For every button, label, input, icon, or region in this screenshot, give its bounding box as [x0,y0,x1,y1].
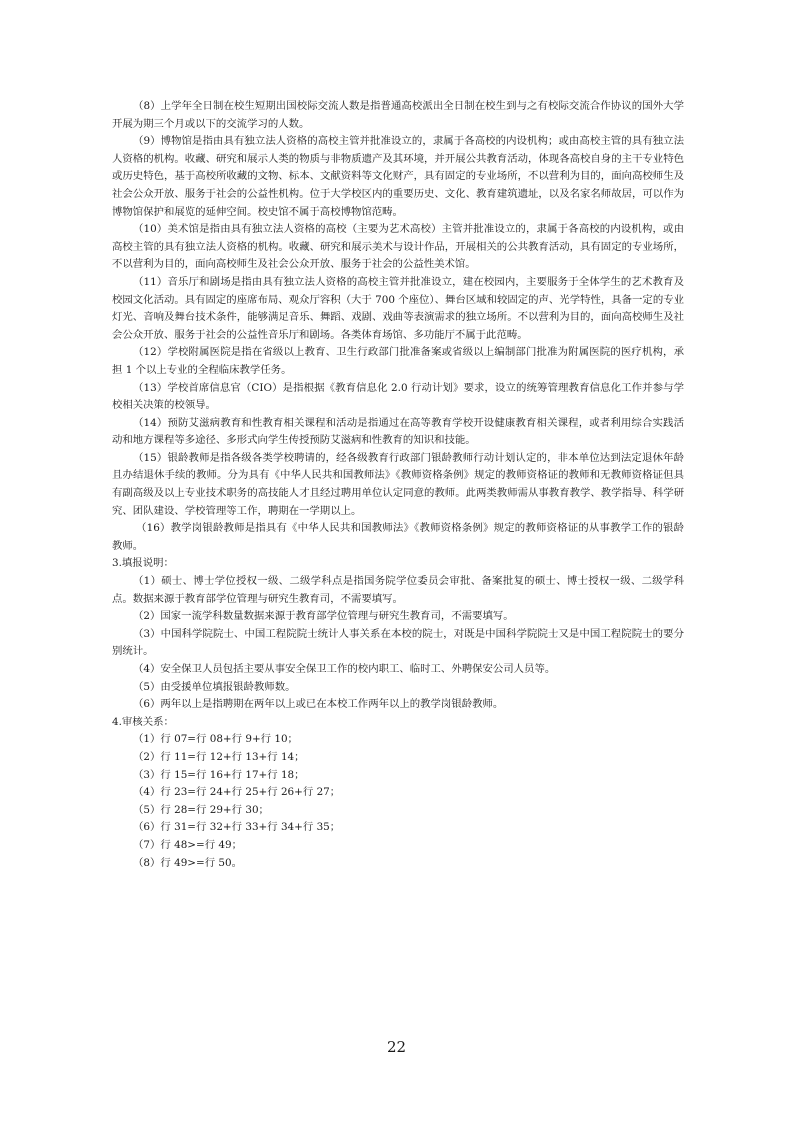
audit-rule-8: （8）行 49>=行 50。 [133,856,243,869]
definition-8: （8）上学年全日制在校生短期出国校际交流人数是指普通高校派出全日制在校生到与之有校际交流合作协议的国外大学开展为期三个月或以下的交流学习的人数。 [112,100,684,130]
audit-rule-2: （2）行 11=行 12+行 13+行 14； [133,750,305,763]
filling-note-1: （1）硕士、博士学位授权一级、二级学科点是指国务院学位委员会审批、备案批复的硕士、博士授权一级、二级学科点。数据来源于教育部学位管理与研究生教育司，不需要填写。 [112,575,684,605]
audit-rule-3: （3）行 15=行 16+行 17+行 18； [133,768,305,781]
filling-note-6: （6）两年以上是指聘期在两年以上或已在本校工作两年以上的教学岗银龄教师。 [133,698,504,711]
definition-11: （11）音乐厅和剧场是指由具有独立法人资格的高校主管并批准设立，建在校园内，主要服务于全体学生的艺术教育及校园文化活动。具有固定的座席布局、观众厅容积（大于 700 个座位）、舞台区域和较固定的声、光学特性，具备一定的专业灯光、音响及舞台技术条件，能够满足音乐、舞蹈、戏剧、戏曲等表演需求的独立场所。不以营利为目的，面向高校师生及社会公众开放、服务于社会的公益性音乐厅和剧场。各类体育场馆、多功能厅不属于此范畴。 [112,275,684,341]
audit-rule-6: （6）行 31=行 32+行 33+行 34+行 35； [133,821,341,834]
definition-12: （12）学校附属医院是指在省级以上教育、卫生行政部门批准备案或省级以上编制部门批准为附属医院的医疗机构，承担 1 个以上专业的全程临床教学任务。 [112,346,684,376]
page-number: 22 [386,1038,407,1056]
section-4-heading: 4.审核关系： [112,715,174,728]
audit-rule-1: （1）行 07=行 08+行 9+行 10； [133,733,298,746]
definition-13: （13）学校首席信息官（CIO）是指根据《教育信息化 2.0 行动计划》要求，设立的统筹管理教育信息化工作并参与学校相关决策的校领导。 [112,381,684,412]
document-body [112,98,684,872]
definition-9: （9）博物馆是指由具有独立法人资格的高校主管并批准设立的，隶属于各高校的内设机构；或由高校主管的具有独立法人资格的机构。收藏、研究和展示人类的物质与非物质遗产及其环境，并开展公共教育活动，体现各高校自身的主干专业特色或历史特色，基于高校所收藏的文物、标本、文献资料等文化财产，具有固定的专业场所，不以营利为目的，面向高校师生及社会公众开放、服务于社会的公益性机构。位于大学校区内的重要历史、文化、教育建筑遗址，以及名家名师故居，可以作为博物馆保护和展览的延伸空间。校史馆不属于高校博物馆范畴。 [112,135,684,218]
audit-rule-7: （7）行 48>=行 49； [133,838,243,851]
audit-rule-5: （5）行 28=行 29+行 30； [133,803,269,816]
definition-15: （15）银龄教师是指各级各类学校聘请的，经各级教育行政部门银龄教师行动计划认定的，非本单位达到法定退休年龄且办结退休手续的教师。分为具有《中华人民共和国教师法》《教师资格条例》规定的教师资格证的教师和无教师资格证但具有副高级及以上专业技术职务的高技能人才且经过聘用单位认定同意的教师。此两类教师需从事教育教学、教学指导、科学研究、团队建设、学校管理等工作，聘期在一学期以上。 [112,451,684,517]
filling-note-2: （2）国家一流学科数量数据来源于教育部学位管理与研究生教育司，不需要填写。 [133,610,514,623]
filling-note-3: （3）中国科学院院士、中国工程院院士统计人事关系在本校的院士，对既是中国科学院院士又是中国工程院院士的要分别统计。 [112,627,684,658]
audit-rule-4: （4）行 23=行 24+行 25+行 26+行 27； [133,786,341,799]
definition-16: （16）教学岗银龄教师是指具有《中华人民共和国教师法》《教师资格条例》规定的教师资格证的从事教学工作的银龄教师。 [112,522,684,552]
section-3-heading: 3.填报说明： [112,557,174,570]
filling-note-4: （4）安全保卫人员包括主要从事安全保卫工作的校内职工、临时工、外聘保安公司人员等。 [133,663,556,675]
definition-10: （10）美术馆是指由具有独立法人资格的高校（主要为艺术高校）主管并批准设立的，隶属于各高校的内设机构，或由高校主管的具有独立法人资格的机构。收藏、研究和展示美术与设计作品，开展相关的公共教育活动，具有固定的专业场所，不以营利为目的，面向高校师生及社会公众开放、服务于社会的公益性美术馆。 [112,223,684,271]
definition-14: （14）预防艾滋病教育和性教育相关课程和活动是指通过在高等教育学校开设健康教育相关课程，或者利用综合实践活动和地方课程等多途径、多形式向学生传授预防艾滋病和性教育的知识和技能。 [112,416,684,447]
filling-note-5: （5）由受援单位填报银龄教师数。 [133,680,296,693]
